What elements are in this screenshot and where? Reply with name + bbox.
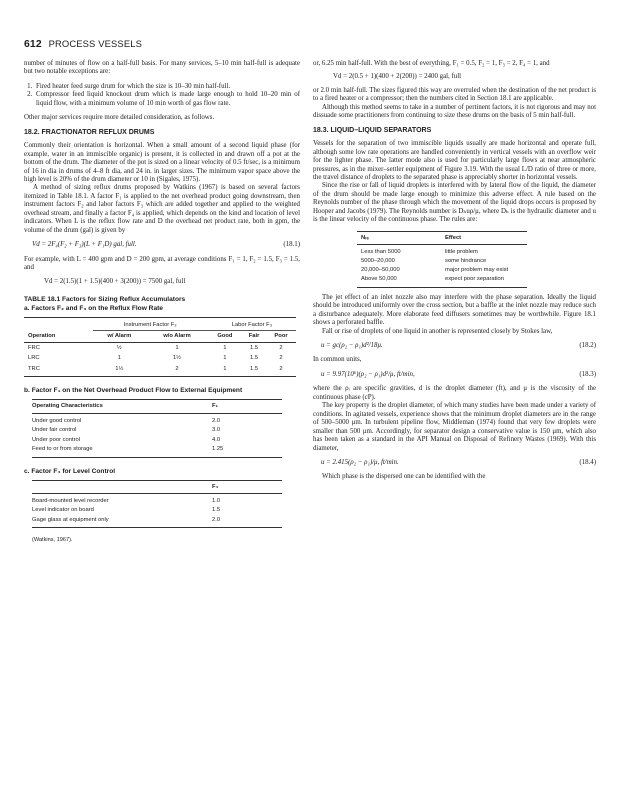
equation-number: (18.2) (579, 342, 596, 350)
equation-best-case: Vd = 2(0.5 + 1)(400 + 2(200)) = 2400 gal, full (333, 73, 462, 81)
column-header: w/o Alarm (146, 331, 208, 342)
table-cell: major problem may exist (445, 267, 509, 274)
table-factor-f4 (32, 480, 282, 529)
table-row (24, 364, 296, 377)
table-cell: 1.0 (212, 497, 221, 504)
section-heading-18-3: 18.3. LIQUID–LIQUID SEPARATORS (313, 126, 432, 134)
table-cell: 2 (146, 364, 208, 377)
paragraph-jet-effect: The jet effect of an inlet nozzle also may interfere with the phase separation. Ideally the liquid should be introduced uniformly over the cross section, but a baffle at the inlet nozzle may reduce such a disturbance adequately. More elaborate feed diffusers sometimes may be worthwhile. Figure 18.1 shows a perforated baffle. (313, 293, 596, 327)
table-cell: 1 (223, 355, 227, 362)
table-source: (Watkins, 1967). (32, 537, 73, 544)
table-cell: Under good control (32, 417, 82, 424)
table-cell: Less than 5000 (361, 249, 401, 256)
table-row (357, 257, 527, 266)
equation-18-1 (24, 241, 300, 249)
table-cell: 1½ (93, 364, 147, 377)
right-column (313, 60, 596, 482)
table-cell: 2.0 (212, 417, 221, 424)
list-item: 2. Compressor feed liquid knockout drum which is made large enough to hold 10–20 min of liquid flow, with a minimum volume of 10 min worth of gas flow rate. (34, 91, 300, 108)
table-cell: little problem (445, 249, 478, 256)
page-number: 612 (24, 39, 42, 50)
table-cell: FRC (28, 344, 40, 351)
column-header: Operation (24, 331, 93, 342)
table-cell: 1.5 (250, 344, 259, 351)
table-cell: 4.0 (212, 436, 221, 443)
equation-text: u = 9.97(10⁶)(ρ₂ − ρ₁)d²/μ, ft/min, (321, 370, 415, 378)
paragraph-dispersed-phase: Which phase is the dispersed one can be identified with the (322, 473, 486, 481)
paragraph-half-full: or 2.0 min half-full. The sizes figured this way are overruled when the destination of the net product is to a fired heater or a compressor; then the numbers cited in Section 18.1 are applicable. (313, 86, 596, 103)
paragraph-intro: number of minutes of flow on a half-full basis. For many services, 5–10 min half-full is adequate but two notable exceptions are: (24, 60, 300, 76)
column-header: F₄ (212, 480, 282, 493)
table-row (32, 413, 282, 425)
equation-text: u = 2.415(ρ₂ − ρ₁)/μ, ft/min. (321, 459, 399, 466)
table-factor-f1 (32, 399, 282, 457)
equation-number: (18.3) (579, 370, 596, 378)
equation-number: (18.4) (579, 459, 596, 466)
table-row (357, 275, 527, 287)
table-cell: 1½ (172, 355, 182, 362)
paragraph-continued: or, 6.25 min half-full. With the best of everything, F₁ = 0.5, F₂ = 1, F₃ = 2, F₄ = 1, and (313, 60, 550, 67)
table-cell: 1.5 (212, 507, 221, 514)
column-header: w/ Alarm (93, 331, 147, 342)
table-cell: 2 (279, 355, 283, 362)
column-header: Nᵣₑ (357, 231, 445, 244)
table-a-title: a. Factors F₂ and F₃ on the Reflux Flow Rate (24, 304, 163, 312)
table-cell: Gage glass at equipment only (32, 515, 212, 527)
paragraph-reflux-1: Commonly their orientation is horizontal. When a small amount of a second liquid phase (for example, water in an immiscible organic) is present, it is collected in and drawn off a pot at the bottom of the drum. The diameter of the pot is sized on a linear velocity of 0.5 ft/sec, is a minimum of 16 in dia in drums of 4–8 ft dia, and 24 in. in larger sizes. The minimum vapor space above the high level is 20% of the drum diameter or 10 in (Sigales, 1975). (24, 142, 300, 183)
table-cell: some hindrance (445, 258, 487, 265)
table-cell: 2.0 (212, 515, 282, 527)
column-header: F₁ (212, 400, 282, 413)
column-header: Fair (242, 331, 266, 342)
paragraph-reflux-2: A method of sizing reflux drums proposed by Watkins (1967) is based on several factors itemized in Table 18.1. A factor F₁ is applied to the net overhead product going downstream, then instrument factors F₂ and labor factors F₃ which are added together and applied to the weighted overhead stream, and finally a factor F₄ is applied, which depends on the kind and location of level indicators. When L is the reflux flow rate and D the overhead net product rate, both in gpm, the volume of the drum (gal) is given by (24, 184, 300, 234)
table-cell: 1 (117, 355, 121, 362)
table-row (357, 266, 527, 275)
table-factors-f2-f3 (24, 317, 296, 377)
table-cell: Under fair control (32, 427, 77, 434)
paragraph-common-units: In common units, (313, 356, 362, 364)
table-row (32, 435, 282, 444)
table-cell: 5000–20,000 (361, 258, 395, 265)
table-cell: Level indicator on board (32, 507, 94, 514)
running-title: PROCESS VESSELS (48, 38, 142, 49)
table-b-title: b. Factor F₁ on the Net Overhead Product Flow to External Equipment (24, 387, 243, 395)
table-cell: 1.25 (212, 445, 282, 457)
equation-text: u = gc(ρ₂ − ρ₁)d²/18μ. (321, 342, 383, 350)
table-cell: expect poor separation (445, 275, 527, 287)
paragraph-stokes: Fall or rise of droplets of one liquid in another is represented closely by Stokes law, (322, 327, 553, 335)
page-header (24, 38, 142, 50)
group-header-labor: Labor Factor F₃ (208, 317, 296, 330)
column-header (32, 480, 212, 493)
equation-number: (18.1) (283, 241, 300, 249)
column-header: Operating Characteristics (32, 400, 212, 413)
table-row (24, 342, 296, 353)
equation-18-3 (313, 371, 596, 379)
equation-18-2 (313, 342, 596, 350)
table-cell: Above 50,000 (357, 275, 445, 287)
table-row (32, 493, 282, 505)
table-cell: 2 (266, 364, 296, 377)
table-title: TABLE 18.1 Factors for Sizing Reflux Accumulators (24, 295, 186, 303)
table-cell: TRC (24, 364, 93, 377)
list-item: 1. Fired heater feed surge drum for which the size is 10–30 min half-full. (34, 83, 300, 91)
table-cell: Feed to or from storage (32, 445, 212, 457)
table-cell: 1 (175, 344, 179, 351)
group-header-instrument: Instrument Factor F₂ (93, 317, 208, 330)
equation-example: Vd = 2(1.5)(1 + 1.5)(400 + 3(200)) = 7500 gal, full (44, 277, 186, 285)
table-row (32, 426, 282, 435)
column-header: Effect (445, 231, 527, 244)
table-cell: Under poor control (32, 436, 81, 443)
table-cell: 20,000–50,000 (361, 267, 400, 274)
left-column (24, 60, 300, 545)
table-cell: 1.5 (242, 364, 266, 377)
column-header: Poor (266, 331, 296, 342)
table-cell: Board-mounted level recorder (32, 497, 109, 504)
paragraph-although: Although this method seems to take in a number of pertinent factors, it is not rigorous and may not dissuade some practitioners from continuing to size these drums on the basis of 5 min half-full. (313, 103, 596, 120)
table-cell: 1.5 (250, 355, 259, 362)
paragraph-example: For example, with L = 400 gpm and D = 200 gpm, at average conditions F₁ = 1, F₂ = 1.5, F₃ = 1.5, and (24, 255, 300, 272)
paragraph-other: Other major services require more detailed consideration, as follows. (24, 114, 215, 122)
table-cell: 1 (208, 364, 242, 377)
table-row (32, 506, 282, 515)
table-cell: 2 (279, 344, 283, 351)
table-row (24, 353, 296, 363)
paragraph-key-property: The key property is the droplet diameter, of which many studies have been made under a variety of conditions. In agitated vessels, experience shows that the minimum droplet diameters are in the range of 500–5000 μm. In turbulent pipeline flow, Middleman (1974) found that very few droplets were smaller than 500 μm. Accordingly, for separator design a conservative value is 150 μm, which also has been taken as a standard in the API Manual on Disposal of Refinery Wastes (1969). With this diameter, (313, 402, 596, 452)
paragraph-where: where the ρᵢ are specific gravities, d is the droplet diameter (ft), and μ is the viscosity of the continuous phase (cP). (313, 385, 596, 401)
table-c-title: c. Factor F₄ for Level Control (24, 467, 116, 475)
table-reynolds-rules (357, 231, 527, 288)
table-cell: 1 (223, 344, 227, 351)
table-row (32, 515, 282, 527)
table-cell: 3.0 (212, 427, 221, 434)
paragraph-vessels: Vessels for the separation of two immiscible liquids usually are made horizontal and operate full, although some low rate operations are handled conveniently in vertical vessels with an overflow weir for the lighter phase. The latter mode also is used for particularly large flows at near atmospheric pressures, as in the mixer–settler equipment of Figure 3.19. With the usual L/D ratio of three or more, the travel distance of droplets to the separated phase is appreciably shorter in horizontal vessels. (313, 140, 596, 181)
table-cell: LRC (28, 355, 40, 362)
paragraph-droplets: Since the rise or fall of liquid droplets is interfered with by lateral flow of the liquid, the diameter of the drum should be made large enough to minimize this adverse effect. A rule based on the Reynolds number of the phase through which the movement of the liquid drops occurs is proposed by Hooper and Jacobs (1979). The Reynolds number is Dₕuρ/μ, where Dₕ is the hydraulic diameter and u is the linear velocity of the continuous phase. The rules are: (313, 182, 596, 224)
table-row (32, 445, 282, 457)
equation-18-4 (313, 459, 596, 467)
table-cell: ½ (116, 344, 122, 351)
table-row (357, 245, 527, 257)
equation-text: Vd = 2F₄(F₂ + F₃)(L + F₁D) gal, full. (32, 241, 137, 249)
exceptions-list (24, 83, 300, 108)
column-header: Good (208, 331, 242, 342)
section-heading-18-2: 18.2. FRACTIONATOR REFLUX DRUMS (24, 128, 155, 136)
